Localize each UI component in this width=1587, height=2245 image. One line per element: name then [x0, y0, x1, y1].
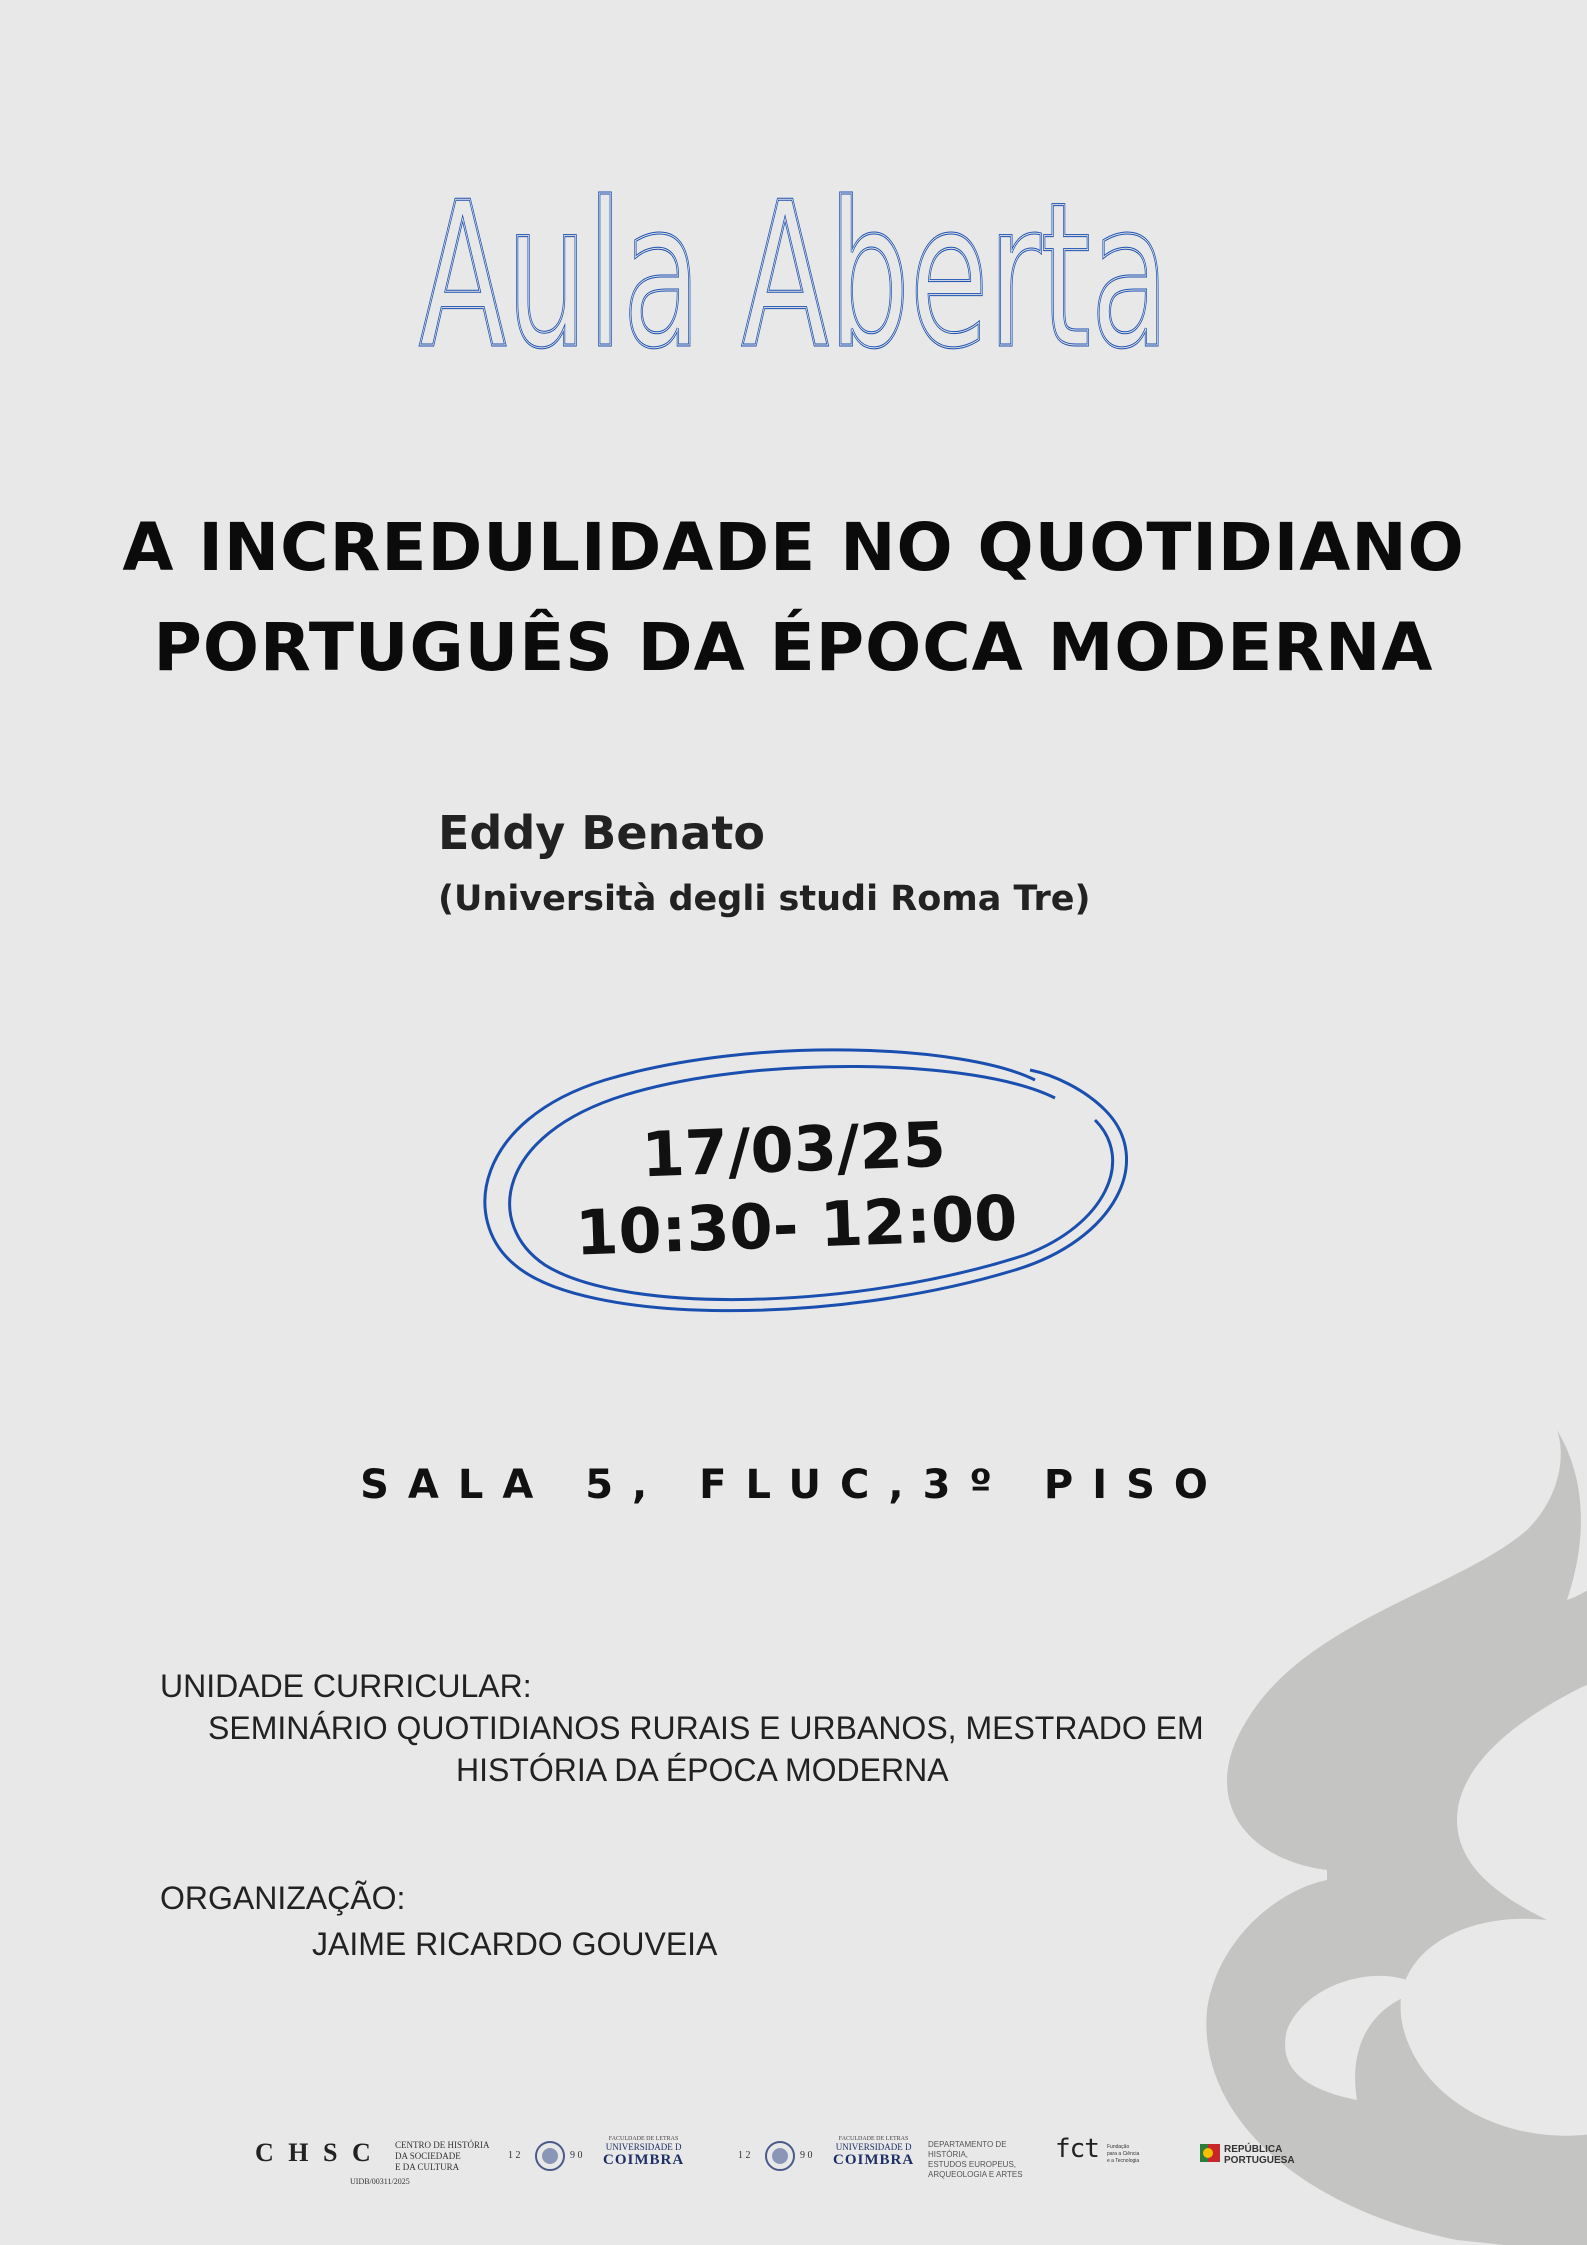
page-title: Aula Aberta [418, 165, 1169, 365]
speaker-affiliation: (Università degli studi Roma Tre) [438, 879, 1091, 919]
sponsor-logos [250, 2128, 1350, 2198]
event-date: 17/03/25 [640, 1107, 947, 1192]
fluc1-year-right: 9 0 [570, 2150, 583, 2161]
coat-of-arms-icon [1200, 2142, 1220, 2164]
talk-title-line-1: A INCREDULIDADE NO QUOTIDIANO [122, 509, 1465, 586]
fluc1-university: UNIVERSIDADE D [605, 2142, 682, 2152]
page-title-graphic [394, 165, 1194, 365]
fluc2-department [928, 2140, 1028, 2180]
organization-label: ORGANIZAÇÃO: [160, 1880, 406, 1916]
republica-portuguesa-logo [1200, 2128, 1330, 2198]
course-name-line-1: SEMINÁRIO QUOTIDIANOS RURAIS E URBANOS, MESTRADO EM [208, 1710, 1204, 1746]
chsc-name-line-3: E DA CULTURA [395, 2162, 460, 2172]
course-name-line-2: HISTÓRIA DA ÉPOCA MODERNA [456, 1752, 949, 1788]
organization-block [160, 1877, 717, 1965]
talk-title [40, 498, 1547, 698]
fct-logo [1055, 2128, 1165, 2198]
fct-name-line-2: para a Ciência [1107, 2151, 1140, 2157]
fct-name-line-1: Fundação [1107, 2144, 1130, 2150]
organizer-name: JAIME RICARDO GOUVEIA [312, 1926, 718, 1962]
republica-line-2: PORTUGUESA [1224, 2155, 1295, 2166]
chsc-name-line-1: CENTRO DE HISTÓRIA [395, 2140, 490, 2150]
fluc2-city: COIMBRA [833, 2152, 915, 2168]
fluc2-year-right: 9 0 [800, 2150, 813, 2161]
course-label: UNIDADE CURRICULAR: [160, 1668, 532, 1704]
fluc2-university: UNIVERSIDADE D [835, 2142, 912, 2152]
fluc1-year-left: 1 2 [508, 2150, 521, 2161]
fluc-logo-2 [738, 2128, 1028, 2198]
fluc2-dept-line-2: ESTUDOS EUROPEUS, [928, 2160, 1017, 2169]
speaker-name: Eddy Benato [438, 806, 765, 860]
fluc2-year-left: 1 2 [738, 2150, 751, 2161]
chsc-letters: C H S C [255, 2138, 375, 2167]
fct-name-line-3: e a Tecnologia [1107, 2158, 1140, 2164]
page-title-inline: Aula Aberta [418, 165, 1169, 365]
schedule-block [455, 1040, 1135, 1340]
university-seal-icon [764, 2138, 796, 2174]
course-block [160, 1665, 1204, 1791]
republica-text [1224, 2144, 1295, 2166]
event-location: SALA 5, FLUC,3º PISO [360, 1462, 1227, 1508]
fluc2-text [833, 2136, 914, 2169]
event-time: 10:30- 12:00 [574, 1181, 1019, 1270]
schedule-text [453, 1100, 1138, 1276]
chsc-name-line-2: DA SOCIEDADE [395, 2151, 461, 2161]
title-container [0, 165, 1587, 365]
fct-mark: fct [1055, 2134, 1099, 2164]
fct-name [1107, 2144, 1139, 2165]
fluc2-dept-line-1: DEPARTAMENTO DE HISTÓRIA, [928, 2140, 1007, 2159]
fluc1-city: COIMBRA [603, 2152, 685, 2168]
talk-title-line-2: PORTUGUÊS DA ÉPOCA MODERNA [153, 609, 1434, 686]
university-seal-icon [534, 2138, 566, 2174]
chsc-logo [255, 2128, 495, 2198]
speaker-block [438, 803, 1091, 927]
fluc2-faculty: FACULDADE DE LETRAS [838, 2136, 909, 2142]
fluc2-dept-line-3: ARQUEOLOGIA E ARTES [928, 2170, 1023, 2179]
fluc1-text [603, 2136, 684, 2169]
chsc-code: UIDB/00311/2025 [350, 2177, 410, 2186]
fluc1-faculty: FACULDADE DE LETRAS [608, 2136, 679, 2142]
fluc-logo-1 [508, 2128, 708, 2198]
republica-line-1: REPÚBLICA [1224, 2144, 1283, 2155]
chsc-name [395, 2140, 490, 2173]
decorative-s-graphic [1127, 1420, 1587, 2245]
